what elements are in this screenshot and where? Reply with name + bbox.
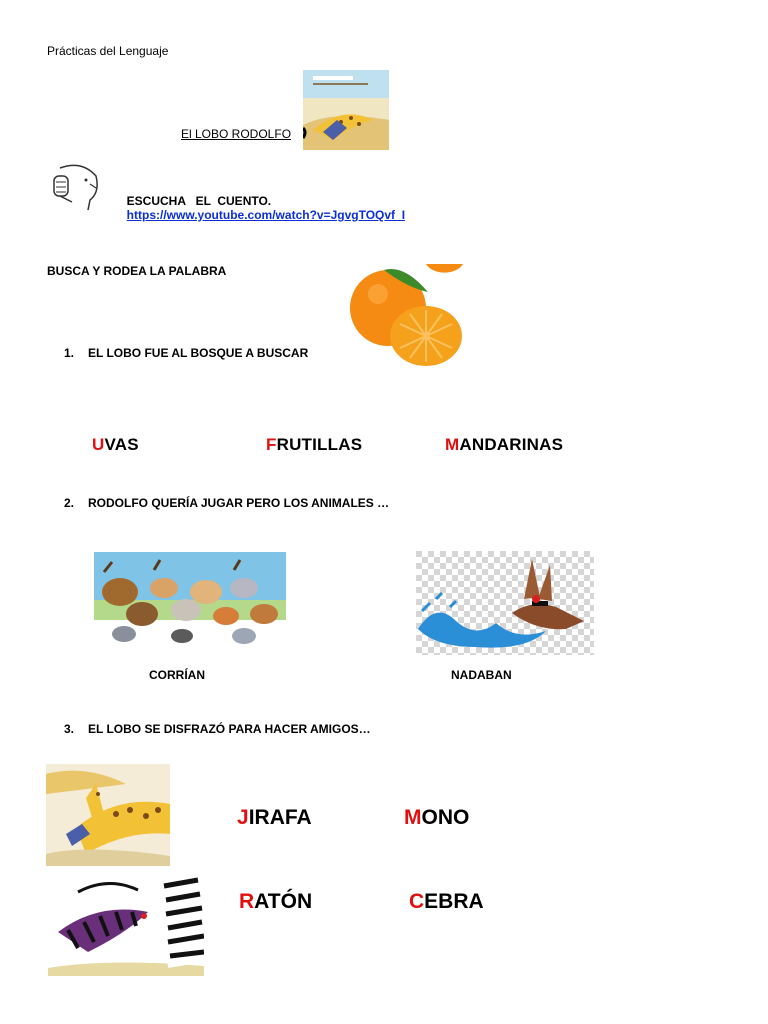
option-cebra-rest: EBRA <box>424 890 484 913</box>
option-mono-rest: ONO <box>421 806 470 829</box>
option-frutillas[interactable] <box>266 435 362 455</box>
option-mono[interactable] <box>404 806 469 830</box>
option-frutillas-rest: RUTILLAS <box>276 435 363 454</box>
question-1-text: EL LOBO FUE AL BOSQUE A BUSCAR <box>88 346 309 360</box>
page-subject: Prácticas del Lenguaje <box>47 44 169 58</box>
option-jirafa[interactable] <box>237 806 312 830</box>
option-mono-initial: M <box>404 806 422 829</box>
ear-listening-icon <box>52 162 100 212</box>
story-video-link[interactable]: https://www.youtube.com/watch?v=JgvgTOQvf_I <box>126 208 406 222</box>
section-title: BUSCA Y RODEA LA PALABRA <box>47 264 227 278</box>
option-uvas-initial: U <box>92 435 105 454</box>
book-cover-image <box>303 70 389 150</box>
zebra-costume-image <box>48 872 204 976</box>
option-frutillas-initial: F <box>266 435 277 454</box>
option-jirafa-initial: J <box>237 806 249 829</box>
question-1-number: 1. <box>64 346 75 360</box>
giraffe-costume-image <box>46 764 170 866</box>
story-title: El LOBO RODOLFO <box>181 127 292 141</box>
running-animals-image <box>94 552 286 654</box>
question-2-text: RODOLFO QUERÍA JUGAR PERO LOS ANIMALES … <box>88 496 390 510</box>
caption-nadaban[interactable]: NADABAN <box>451 668 512 682</box>
option-mandarinas-rest: ANDARINAS <box>459 435 564 454</box>
option-uvas[interactable] <box>92 435 139 455</box>
option-cebra-initial: C <box>409 890 425 913</box>
option-uvas-rest: VAS <box>104 435 139 454</box>
option-cebra[interactable] <box>409 890 484 914</box>
option-mandarinas-initial: M <box>445 435 460 454</box>
swimming-wolf-image <box>416 551 594 655</box>
option-raton[interactable] <box>239 890 312 914</box>
option-mandarinas[interactable] <box>445 435 563 455</box>
question-3-text: EL LOBO SE DISFRAZÓ PARA HACER AMIGOS… <box>88 722 371 736</box>
option-raton-rest: ATÓN <box>254 890 313 913</box>
option-jirafa-rest: IRAFA <box>248 806 312 829</box>
caption-corrian[interactable]: CORRÍAN <box>149 668 205 682</box>
question-2-number: 2. <box>64 496 75 510</box>
mandarin-image <box>348 264 463 368</box>
question-3-number: 3. <box>64 722 75 736</box>
listen-label: ESCUCHA EL CUENTO. <box>126 194 272 208</box>
option-raton-initial: R <box>239 890 255 913</box>
